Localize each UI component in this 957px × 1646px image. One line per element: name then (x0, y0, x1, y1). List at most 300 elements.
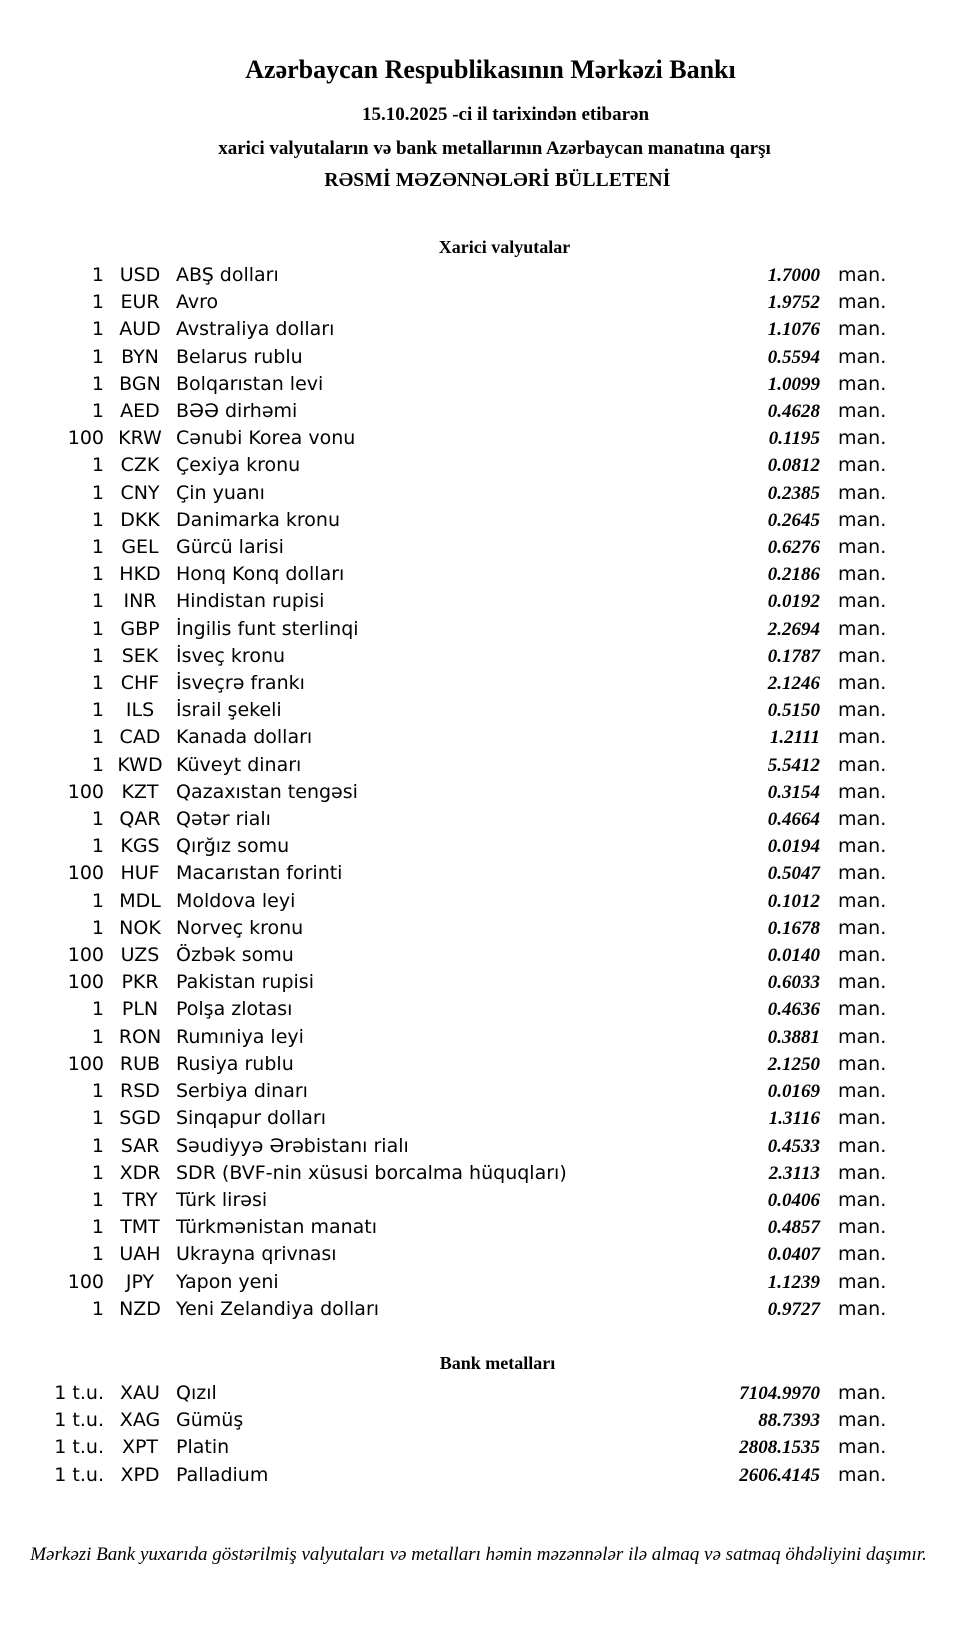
currency-name-cell: Avro (176, 291, 219, 314)
quantity-cell: 100 (67, 971, 104, 994)
table-row (0, 697, 887, 724)
column-gap (820, 588, 838, 615)
currency-code-cell: CHF (120, 672, 160, 695)
column-gap (820, 1078, 838, 1105)
quantity-cell: 1 (91, 400, 104, 423)
quantity-cell: 1 (91, 672, 104, 695)
quantity-cell: 1 (91, 1188, 104, 1211)
rate-value-cell: 0.6033 (767, 972, 820, 994)
unit-cell: man. (838, 345, 887, 368)
table-row (0, 1241, 887, 1268)
bank-title: Azərbaycan Respublikasının Mərkəzi Bankı (245, 55, 736, 84)
quantity-cell: 1 t.u. (54, 1381, 104, 1404)
currency-code-cell: GEL (121, 536, 159, 559)
quantity-cell: 1 (91, 617, 104, 640)
unit-cell: man. (838, 971, 887, 994)
currency-code-cell: NZD (119, 1297, 161, 1320)
currency-code-cell: HUF (120, 862, 160, 885)
rate-value-cell: 2.3113 (768, 1162, 820, 1184)
rate-value-cell: 0.3881 (767, 1026, 820, 1048)
currency-name-cell: Yapon yeni (176, 1270, 279, 1293)
quantity-cell: 1 t.u. (54, 1409, 104, 1432)
table-row (0, 425, 887, 452)
currency-code-cell: XDR (119, 1161, 161, 1184)
quantity-cell: 1 (91, 563, 104, 586)
column-gap (820, 1269, 838, 1296)
unit-cell: man. (838, 617, 887, 640)
unit-cell: man. (838, 400, 887, 423)
table-row (0, 1133, 887, 1160)
disclaimer-text: Mərkəzi Bank yuxarıda göstərilmiş valyutaları və metalları həmin məzənnələr ilə almaq və satmaq öhdəliyini daşımır. (30, 1543, 927, 1565)
quantity-cell: 1 (91, 726, 104, 749)
currency-name-cell: Honq Konq dolları (176, 563, 345, 586)
quantity-cell: 1 (91, 644, 104, 667)
quantity-cell: 1 t.u. (54, 1463, 104, 1486)
unit-cell: man. (838, 1161, 887, 1184)
unit-cell: man. (838, 1107, 887, 1130)
currency-code-cell: TRY (122, 1188, 158, 1211)
quantity-cell: 1 (91, 998, 104, 1021)
unit-cell: man. (838, 944, 887, 967)
quantity-cell: 1 (91, 264, 104, 286)
rate-value-cell: 1.3116 (768, 1108, 820, 1130)
currency-name-cell: İngilis funt sterlinqi (176, 617, 359, 640)
quantity-cell: 1 (91, 481, 104, 504)
currency-code-cell: BGN (119, 372, 161, 395)
table-row (0, 534, 887, 561)
column-gap (820, 1214, 838, 1241)
rate-value-cell: 0.0140 (767, 945, 820, 967)
unit-cell: man. (838, 672, 887, 695)
column-gap (820, 1462, 838, 1489)
column-gap (820, 398, 838, 425)
table-row (0, 779, 887, 806)
rate-value-cell: 1.1239 (767, 1271, 820, 1293)
column-gap (820, 915, 838, 942)
column-gap (820, 507, 838, 534)
currency-code-cell: AED (120, 400, 160, 423)
rate-value-cell: 1.0099 (767, 373, 820, 395)
table-row (0, 507, 887, 534)
currency-name-cell: Qızıl (176, 1381, 217, 1404)
quantity-cell: 1 (91, 345, 104, 368)
currency-code-cell: XAG (119, 1409, 161, 1432)
section-title-bank-metals: Bank metalları (439, 1352, 556, 1373)
quantity-cell: 1 (91, 372, 104, 395)
unit-cell: man. (838, 753, 887, 776)
quantity-cell: 1 (91, 808, 104, 831)
currency-name-cell: İsveç kronu (176, 644, 286, 667)
unit-cell: man. (838, 808, 887, 831)
column-gap (820, 833, 838, 860)
unit-cell: man. (838, 1052, 887, 1075)
unit-cell: man. (838, 427, 887, 450)
rate-value-cell: 7104.9970 (739, 1382, 820, 1404)
currency-name-cell: BƏƏ dirhəmi (176, 400, 298, 423)
currency-code-cell: KWD (117, 753, 163, 776)
unit-cell: man. (838, 1080, 887, 1103)
unit-cell: man. (838, 508, 887, 531)
currency-name-cell: Qazaxıstan tengəsi (176, 780, 358, 803)
currency-rate-table (0, 262, 887, 1323)
currency-name-cell: Özbək somu (176, 944, 294, 967)
table-row (0, 1380, 887, 1407)
currency-code-cell: CAD (119, 726, 161, 749)
column-gap (820, 480, 838, 507)
currency-name-cell: Macarıstan forinti (176, 862, 343, 885)
currency-name-cell: Qırğız somu (176, 835, 290, 858)
table-row (0, 561, 887, 588)
unit-cell: man. (838, 454, 887, 477)
effective-date-line: 15.10.2025 -ci il tarixindən etibarən (361, 104, 650, 125)
rate-value-cell: 0.0812 (767, 455, 820, 477)
column-gap (820, 1051, 838, 1078)
currency-code-cell: PLN (121, 998, 159, 1021)
quantity-cell: 1 t.u. (54, 1436, 104, 1459)
unit-cell: man. (838, 780, 887, 803)
currency-code-cell: KGS (120, 835, 160, 858)
unit-cell: man. (838, 726, 887, 749)
rate-value-cell: 1.9752 (767, 292, 820, 314)
table-row (0, 915, 887, 942)
table-row (0, 289, 887, 316)
currency-name-cell: Küveyt dinarı (176, 753, 302, 776)
unit-cell: man. (838, 998, 887, 1021)
currency-name-cell: İsrail şekeli (176, 699, 282, 722)
table-row (0, 316, 887, 343)
column-gap (820, 289, 838, 316)
unit-cell: man. (838, 372, 887, 395)
currency-name-cell: Yeni Zelandiya dolları (176, 1297, 380, 1320)
quantity-cell: 1 (91, 291, 104, 314)
table-row (0, 1160, 887, 1187)
currency-code-cell: KZT (121, 780, 159, 803)
rate-value-cell: 0.4533 (767, 1135, 820, 1157)
currency-name-cell: Türk lirəsi (176, 1188, 268, 1211)
table-row (0, 643, 887, 670)
table-row (0, 1214, 887, 1241)
table-row (0, 452, 887, 479)
rate-value-cell: 0.0169 (767, 1081, 820, 1103)
currency-code-cell: SGD (119, 1107, 161, 1130)
currency-code-cell: CNY (120, 481, 160, 504)
table-row (0, 480, 887, 507)
column-gap (820, 1024, 838, 1051)
section-title-foreign-currencies: Xarici valyutalar (438, 237, 571, 257)
metals-rate-table (0, 1380, 887, 1489)
unit-cell: man. (838, 644, 887, 667)
quantity-cell: 100 (67, 862, 104, 885)
currency-name-cell: Gümüş (176, 1409, 244, 1432)
unit-cell: man. (838, 318, 887, 341)
column-gap (820, 344, 838, 371)
column-gap (820, 371, 838, 398)
currency-code-cell: EUR (120, 291, 160, 314)
currency-code-cell: CZK (120, 454, 160, 477)
table-row (0, 1462, 887, 1489)
currency-code-cell: GBP (120, 617, 160, 640)
unit-cell: man. (838, 1025, 887, 1048)
column-gap (820, 969, 838, 996)
currency-code-cell: HKD (119, 563, 161, 586)
column-gap (820, 752, 838, 779)
currency-name-cell: İsveçrə frankı (176, 672, 305, 695)
currency-code-cell: USD (119, 264, 161, 286)
column-gap (820, 942, 838, 969)
table-row (0, 371, 887, 398)
currency-name-cell: SDR (BVF-nin xüsusi borcalma hüquqları) (176, 1161, 567, 1184)
currency-name-cell: Hindistan rupisi (176, 590, 325, 613)
column-gap (820, 1407, 838, 1434)
table-row (0, 398, 887, 425)
unit-cell: man. (838, 536, 887, 559)
quantity-cell: 1 (91, 1080, 104, 1103)
rate-value-cell: 0.2186 (767, 564, 820, 586)
rate-value-cell: 5.5412 (767, 754, 820, 776)
rate-value-cell: 2.1250 (767, 1053, 820, 1075)
currency-name-cell: Moldova leyi (176, 889, 296, 912)
quantity-cell: 1 (91, 590, 104, 613)
column-gap (820, 860, 838, 887)
unit-cell: man. (838, 1409, 887, 1432)
column-gap (820, 1133, 838, 1160)
currency-name-cell: Palladium (176, 1463, 269, 1486)
column-gap (820, 1160, 838, 1187)
currency-name-cell: Türkmənistan manatı (176, 1216, 378, 1239)
table-row (0, 616, 887, 643)
column-gap (820, 1187, 838, 1214)
currency-code-cell: UZS (120, 944, 160, 967)
rate-value-cell: 0.0406 (767, 1189, 820, 1211)
table-row (0, 942, 887, 969)
quantity-cell: 100 (67, 427, 104, 450)
currency-code-cell: AUD (119, 318, 161, 341)
quantity-cell: 1 (91, 508, 104, 531)
quantity-cell: 1 (91, 1025, 104, 1048)
quantity-cell: 1 (91, 1243, 104, 1266)
column-gap (820, 697, 838, 724)
column-gap (820, 1434, 838, 1461)
unit-cell: man. (838, 1216, 887, 1239)
rate-value-cell: 0.5047 (767, 863, 820, 885)
currency-name-cell: Serbiya dinarı (176, 1080, 308, 1103)
unit-cell: man. (838, 563, 887, 586)
unit-cell: man. (838, 264, 887, 286)
rate-value-cell: 0.4628 (767, 401, 820, 423)
currency-code-cell: KRW (118, 427, 162, 450)
rate-value-cell: 2606.4145 (739, 1464, 820, 1486)
bulletin-title: RƏSMİ MƏZƏNNƏLƏRİ BÜLLETENİ (324, 170, 671, 191)
currency-name-cell: Kanada dolları (176, 726, 313, 749)
column-gap (820, 1380, 838, 1407)
table-row (0, 1105, 887, 1132)
currency-code-cell: PKR (121, 971, 159, 994)
quantity-cell: 1 (91, 753, 104, 776)
column-gap (820, 452, 838, 479)
unit-cell: man. (838, 1463, 887, 1486)
rate-value-cell: 2808.1535 (739, 1437, 820, 1459)
quantity-cell: 1 (91, 454, 104, 477)
column-gap (820, 643, 838, 670)
unit-cell: man. (838, 1270, 887, 1293)
rate-value-cell: 0.1678 (767, 917, 820, 939)
currency-code-cell: TMT (120, 1216, 160, 1239)
rate-value-cell: 2.2694 (767, 618, 820, 640)
rate-value-cell: 0.1787 (767, 645, 820, 667)
quantity-cell: 1 (91, 536, 104, 559)
column-gap (820, 670, 838, 697)
rate-value-cell: 0.4857 (767, 1217, 820, 1239)
column-gap (820, 425, 838, 452)
rate-value-cell: 0.2385 (767, 482, 820, 504)
currency-code-cell: XPT (121, 1436, 159, 1459)
quantity-cell: 1 (91, 916, 104, 939)
currency-code-cell: JPY (125, 1270, 155, 1293)
currency-code-cell: SAR (120, 1134, 160, 1157)
currency-name-cell: Çin yuanı (176, 481, 265, 504)
currency-code-cell: MDL (119, 889, 161, 912)
quantity-cell: 1 (91, 1216, 104, 1239)
currency-code-cell: SEK (121, 644, 159, 667)
rate-value-cell: 1.1076 (767, 319, 820, 341)
column-gap (820, 1296, 838, 1323)
quantity-cell: 100 (67, 1052, 104, 1075)
unit-cell: man. (838, 862, 887, 885)
table-row (0, 670, 887, 697)
currency-name-cell: Platin (176, 1436, 230, 1459)
currency-code-cell: XAU (120, 1381, 160, 1404)
unit-cell: man. (838, 699, 887, 722)
column-gap (820, 616, 838, 643)
currency-name-cell: Polşa zlotası (176, 998, 293, 1021)
rate-value-cell: 0.3154 (767, 781, 820, 803)
quantity-cell: 100 (67, 944, 104, 967)
quantity-cell: 1 (91, 318, 104, 341)
rate-value-cell: 0.0194 (767, 836, 820, 858)
currency-name-cell: Rumıniya leyi (176, 1025, 304, 1048)
currency-code-cell: UAH (119, 1243, 161, 1266)
rate-value-cell: 0.6276 (767, 537, 820, 559)
table-row (0, 344, 887, 371)
currency-code-cell: INR (123, 590, 157, 613)
currency-code-cell: ILS (125, 699, 155, 722)
rate-value-cell: 2.1246 (767, 673, 820, 695)
table-row (0, 1434, 887, 1461)
quantity-cell: 100 (67, 780, 104, 803)
unit-cell: man. (838, 835, 887, 858)
unit-cell: man. (838, 481, 887, 504)
table-row (0, 1187, 887, 1214)
unit-cell: man. (838, 590, 887, 613)
currency-name-cell: Rusiya rublu (176, 1052, 294, 1075)
table-row (0, 996, 887, 1023)
currency-name-cell: Avstraliya dolları (176, 318, 335, 341)
currency-code-cell: QAR (119, 808, 161, 831)
currency-code-cell: RON (118, 1025, 162, 1048)
quantity-cell: 1 (91, 1297, 104, 1320)
currency-code-cell: DKK (120, 508, 160, 531)
table-row (0, 588, 887, 615)
column-gap (820, 561, 838, 588)
column-gap (820, 1241, 838, 1268)
currency-name-cell: Ukrayna qrivnası (176, 1243, 337, 1266)
column-gap (820, 534, 838, 561)
quantity-cell: 1 (91, 699, 104, 722)
currency-name-cell: Danimarka kronu (176, 508, 341, 531)
unit-cell: man. (838, 889, 887, 912)
unit-cell: man. (838, 916, 887, 939)
currency-name-cell: Pakistan rupisi (176, 971, 314, 994)
table-row (0, 1296, 887, 1323)
unit-cell: man. (838, 1243, 887, 1266)
rate-value-cell: 0.0407 (767, 1244, 820, 1266)
table-row (0, 860, 887, 887)
rate-value-cell: 0.1195 (768, 428, 820, 450)
column-gap (820, 262, 838, 289)
unit-cell: man. (838, 291, 887, 314)
table-row (0, 833, 887, 860)
currency-code-cell: RUB (119, 1052, 161, 1075)
column-gap (820, 1105, 838, 1132)
currency-code-cell: NOK (119, 916, 161, 939)
currency-name-cell: ABŞ dolları (176, 264, 279, 286)
quantity-cell: 1 (91, 1107, 104, 1130)
quantity-cell: 1 (91, 889, 104, 912)
unit-cell: man. (838, 1381, 887, 1404)
rate-value-cell: 88.7393 (758, 1410, 820, 1432)
table-row (0, 1407, 887, 1434)
quantity-cell: 100 (67, 1270, 104, 1293)
rate-value-cell: 1.2111 (769, 727, 820, 749)
table-row (0, 1051, 887, 1078)
table-row (0, 752, 887, 779)
column-gap (820, 888, 838, 915)
currency-code-cell: XPD (120, 1463, 160, 1486)
column-gap (820, 724, 838, 751)
currency-name-cell: Çexiya kronu (176, 454, 301, 477)
rate-value-cell: 0.2645 (767, 509, 820, 531)
currency-name-cell: Bolqarıstan levi (176, 372, 324, 395)
currency-name-cell: Gürcü larisi (176, 536, 284, 559)
quantity-cell: 1 (91, 1161, 104, 1184)
currency-name-cell: Qətər rialı (176, 808, 271, 831)
table-row (0, 969, 887, 996)
rate-value-cell: 0.1012 (767, 890, 820, 912)
currency-name-cell: Sinqapur dolları (176, 1107, 327, 1130)
table-row (0, 806, 887, 833)
rate-value-cell: 0.5150 (767, 700, 820, 722)
column-gap (820, 996, 838, 1023)
currency-code-cell: BYN (121, 345, 159, 368)
rate-value-cell: 0.9727 (767, 1298, 820, 1320)
unit-cell: man. (838, 1134, 887, 1157)
table-row (0, 1024, 887, 1051)
currency-code-cell: RSD (120, 1080, 160, 1103)
table-row (0, 888, 887, 915)
bulletin-scope-line: xarici valyutaların və bank metallarının Azərbaycan manatına qarşı (218, 138, 771, 159)
unit-cell: man. (838, 1436, 887, 1459)
column-gap (820, 316, 838, 343)
unit-cell: man. (838, 1188, 887, 1211)
column-gap (820, 779, 838, 806)
table-row (0, 1078, 887, 1105)
rate-value-cell: 0.0192 (767, 591, 820, 613)
currency-name-cell: Norveç kronu (176, 916, 304, 939)
rate-value-cell: 0.4664 (767, 809, 820, 831)
currency-name-cell: Səudiyyə Ərəbistanı rialı (176, 1134, 409, 1157)
currency-name-cell: Cənubi Korea vonu (176, 427, 356, 450)
rate-value-cell: 1.7000 (767, 265, 820, 286)
